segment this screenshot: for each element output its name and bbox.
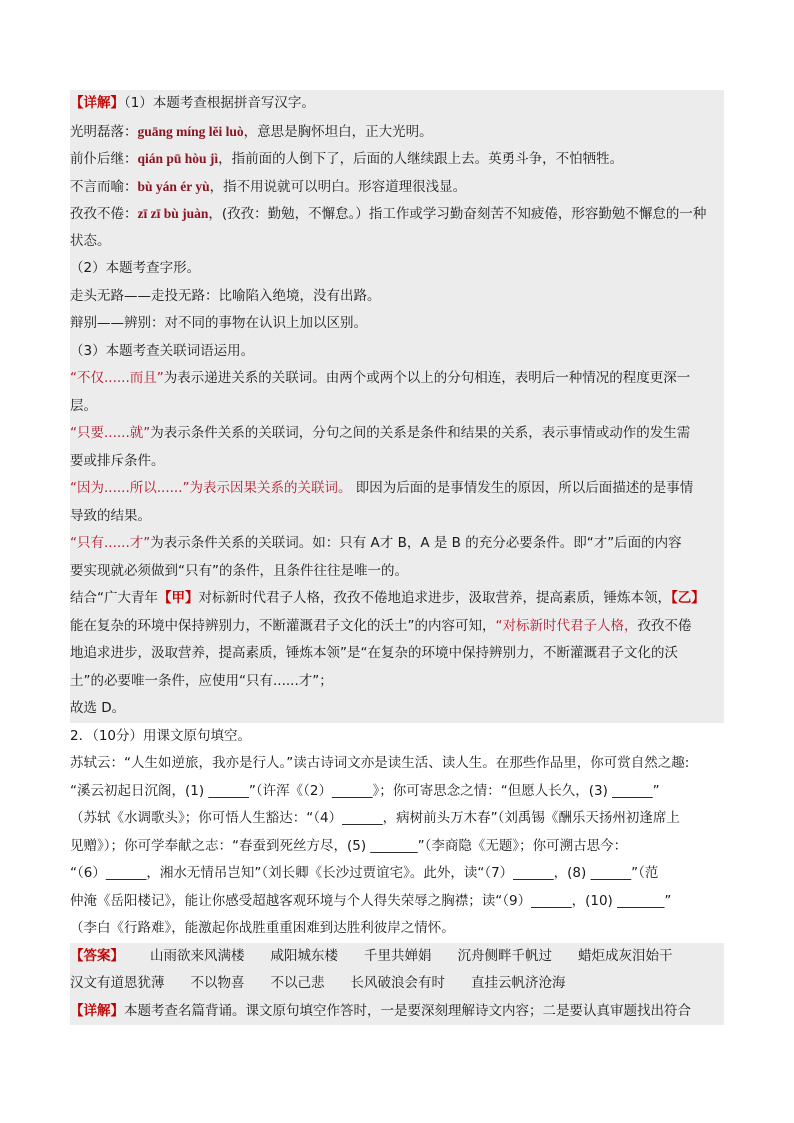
conjunction-line-4 (70, 530, 724, 558)
conjunction-line-3 (70, 475, 724, 503)
explanation: 即因为后面的是事情发生的原因，所以后面描述的是事情 (351, 480, 694, 496)
detail-heading-line (70, 90, 724, 118)
explanation: ，(孜孜：勤勉，不懈怠。）指工作或学习勤奋刻苦不知疲倦，形容勤勉不懈怠的一种 (208, 206, 707, 222)
text-line: 地追求进步，汲取营养，提高素质，锤炼本领”是“在复杂的环境中保持辨别力，不断灌溉君子文化的沃 (70, 645, 678, 661)
explanation: ，指前面的人倒下了，后面的人继续跟上去。英勇斗争，不怕牺牲。 (218, 151, 624, 167)
marker-yi: 【乙】 (671, 590, 705, 606)
combine-line-1 (70, 585, 724, 613)
question-line: 仲淹《岳阳楼记》，能让你感受超越客观环境与个人得失荣辱之胸襟；读“（9）______，(10) _______” (70, 892, 672, 909)
text: 结合“广大青年 (70, 590, 158, 606)
text-line: （3）本题考查关联词语运用。 (70, 342, 255, 359)
explanation: 为表示条件关系的关联词。如：只有 A才 B，A 是 B 的充分必要条件。即“才”后面的内容 (150, 535, 682, 551)
question-line: 见赠》）；你可学奉献之志：“春蚕到死丝方尽，(5) _______”（李商隐《无题》；你可溯古思今： (70, 837, 628, 854)
quote: “对标新时代君子人格， (495, 617, 638, 634)
answer-item: 不以己悲 (270, 975, 325, 991)
pinyin-line-1 (70, 118, 724, 146)
text-line: （2）本题考查字形。 (70, 260, 201, 276)
explanation: ，指不用说就可以明白。形容道理很浅显。 (209, 178, 467, 195)
question-2 (70, 723, 724, 943)
question-title: 2．（10分）用课文原句填空。 (70, 727, 252, 744)
detail-tag: 【详解】 (70, 95, 124, 111)
pinyin-line-3 (70, 173, 724, 201)
question-line: （李白《行路难》，能激起你战胜重重困难到达胜利彼岸之情怀。 (70, 920, 455, 936)
pinyin: zī zī bù juàn (137, 206, 209, 221)
text-line: 要或排斥条件。 (70, 452, 165, 469)
pinyin: bù yán ér yù (137, 178, 210, 194)
text-line: 走头无路——走投无路：比喻陷入绝境，没有出路。 (70, 287, 381, 304)
explanation: 为表示条件关系的关联词，分句之间的关系是条件和结果的关系，表示事情或动作的发生需 (150, 425, 691, 441)
answer-item: 咸阳城东楼 (270, 947, 338, 964)
detail-text: 本题考查名篇背诵。课文原句填空作答时，一是要深刻理解诗文内容；二是要认真审题找出符合 (124, 1002, 691, 1019)
text: 能在复杂的环境中保持辨别力，不断灌溉君子文化的沃土”的内容可知， (70, 617, 496, 634)
text-line: 土”的必要唯一条件，应使用“只有......才”； (70, 672, 333, 689)
text: 对标新时代君子人格，孜孜不倦地追求进步，汲取营养，提高素质，锤炼本领， (198, 590, 671, 606)
text-line: 要实现就必须做到“只有”的条件，且条件往往是唯一的。 (70, 562, 408, 579)
answer-item: 蜡炬成灰泪始干 (578, 947, 673, 964)
pinyin-line-4 (70, 200, 724, 228)
question-line: 苏轼云：“人生如逆旅，我亦是行人。”读古诗词文亦是读生活、读人生。在那些作品里，你可赏自然之趣: (70, 755, 690, 771)
answer-item: 直挂云帆济沧海 (471, 975, 566, 991)
detail-section-1 (70, 90, 724, 723)
content (70, 90, 724, 1025)
answer-tag: 【答案】 (70, 947, 124, 964)
text-line: 辩别——辨别：对不同的事物在认识上加以区别。 (70, 315, 367, 331)
answer-item: 长风破浪会有时 (350, 975, 445, 991)
text: 孜孜不倦 (637, 617, 692, 634)
conjunction: “因为......所以......”为表示因果关系的关联词。 (70, 480, 352, 496)
conjunction-line-1 (70, 365, 724, 393)
pinyin: qián pū hòu jì (137, 151, 219, 166)
detail-text: （1）本题考查根据拼音写汉字。 (124, 95, 315, 111)
marker-jia: 【甲】 (158, 590, 199, 606)
answer-item: 汉文有道恩犹薄 (70, 975, 165, 991)
question-line: “（6）______，湘水无情吊岂知”（刘长卿《长沙过贾谊宅》。此外，读“（7）______，(8) ______”（范 (70, 865, 659, 881)
answer-item: 沉舟侧畔千帆过 (457, 947, 552, 964)
answer-row-1 (70, 943, 724, 971)
conjunction-line-2 (70, 420, 724, 448)
explanation: ，意思是胸怀坦白，正大光明。 (243, 123, 433, 140)
detail-tag: 【详解】 (70, 1002, 124, 1019)
conjunction: “只有......才” (70, 535, 151, 551)
text-line: 状态。 (70, 232, 111, 249)
pinyin-line-2 (70, 145, 724, 173)
answer-item: 山雨欲来风满楼 (150, 947, 245, 964)
text-line: 故选 D。 (70, 700, 126, 716)
word: 前仆后继： (70, 151, 138, 167)
answer-item: 不以物喜 (190, 975, 245, 991)
question-line: （苏轼《水调歌头》；你可悟人生豁达：“（4）______，病树前头万木春”（刘禹锡《酬乐天扬州初逢席上 (70, 810, 680, 826)
text-line: 导致的结果。 (70, 507, 151, 524)
question-line: “溪云初起日沉阁，(1) ______”（许浑《（2）______》；你可寄思念之情：“但愿人长久，(3) ______” (70, 782, 660, 799)
answer-row-2 (70, 970, 724, 998)
answer-section (70, 943, 724, 1026)
answer-item: 千里共婵娟 (364, 947, 432, 964)
detail-2-line (70, 998, 724, 1026)
word: 光明磊落： (70, 123, 138, 140)
combine-line-2 (70, 613, 724, 641)
word: 孜孜不倦： (70, 206, 138, 222)
conjunction: “只要......就” (70, 425, 151, 441)
explanation: 为表示递进关系的关联词。由两个或两个以上的分句相连，表明后一种情况的程度更深一 (163, 370, 691, 386)
pinyin: guāng míng lěi luò (137, 123, 244, 139)
word: 不言而喻： (70, 178, 138, 195)
text-line: 层。 (70, 397, 97, 414)
conjunction: “不仅......而且” (70, 370, 164, 386)
